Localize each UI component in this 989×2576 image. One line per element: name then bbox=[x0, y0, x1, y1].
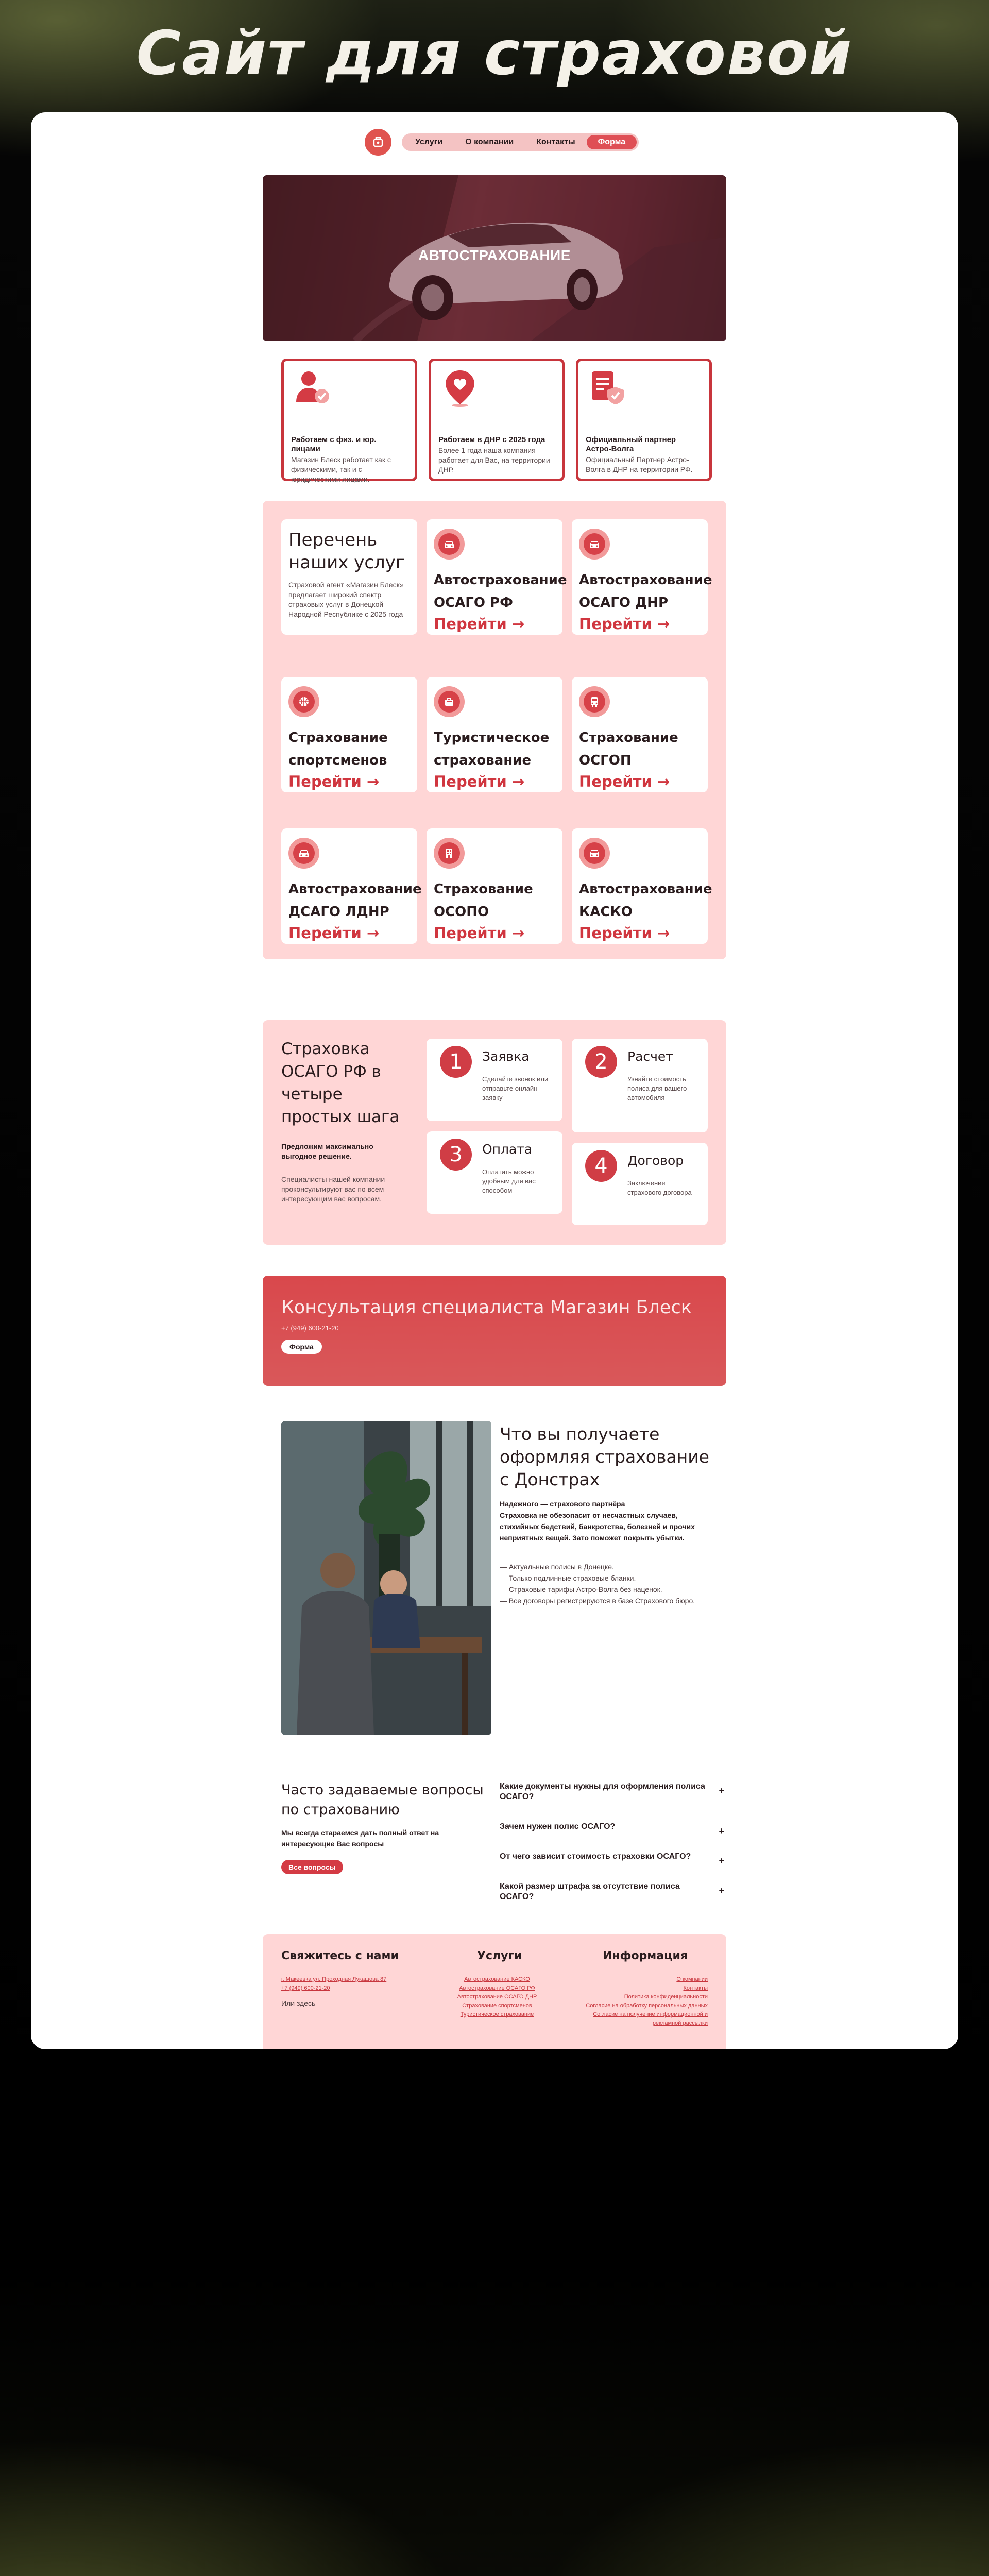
nav-item-services[interactable]: Услуги bbox=[415, 138, 443, 146]
plus-icon: + bbox=[719, 1886, 724, 1896]
service-card[interactable] bbox=[572, 519, 712, 635]
footer-address-link[interactable]: г. Макеевка ул. Проходная Лукашова 87 bbox=[281, 1976, 387, 1982]
services-intro-text: Страховой агент «Магазин Блеск» предлагает широкий спектр страховых услуг в Донецкой Народной Республике с 2025 года bbox=[288, 581, 404, 618]
service-title: Страхование ОСГОП bbox=[579, 730, 678, 768]
faq-subtitle: Мы всегда стараемся дать полный ответ на интересующие Вас вопросы bbox=[281, 1828, 439, 1848]
steps-section bbox=[263, 1020, 726, 1245]
footer-services-column bbox=[453, 1975, 541, 2019]
footer-info-link[interactable]: О компании bbox=[676, 1976, 708, 1982]
step-number: 4 bbox=[585, 1150, 617, 1182]
service-link[interactable]: Перейти → bbox=[579, 615, 670, 633]
service-card[interactable] bbox=[427, 519, 567, 635]
faq-question: От чего зависит стоимость страховки ОСАГО? bbox=[500, 1852, 691, 1861]
office-meeting-photo bbox=[281, 1421, 491, 1735]
feature-text: Более 1 года наша компания работает для Вас, на территории ДНР. bbox=[438, 446, 550, 474]
plus-icon: + bbox=[719, 1826, 724, 1836]
step-title: Заявка bbox=[482, 1049, 530, 1064]
footer-service-link[interactable]: Туристическое страхование bbox=[460, 2011, 534, 2018]
service-title: Автострахование ОСАГО РФ bbox=[434, 572, 567, 611]
footer-info-link[interactable]: Контакты bbox=[683, 1985, 708, 1991]
footer-phone-link[interactable]: +7 (949) 600-21-20 bbox=[281, 1985, 330, 1991]
step-title: Расчет bbox=[627, 1049, 673, 1064]
steps-text: Специалисты нашей компании проконсультируют вас по всем интересующим вас вопросам. bbox=[281, 1175, 385, 1203]
list-item: — Только подлинные страховые бланки. bbox=[500, 1574, 636, 1582]
step-text: Сделайте звонок или отправьте онлайн заявку bbox=[482, 1075, 549, 1101]
service-card[interactable] bbox=[572, 677, 708, 792]
person-check-icon bbox=[293, 368, 332, 408]
car-icon bbox=[297, 846, 311, 860]
top-nav bbox=[365, 129, 639, 156]
footer-extra-text: Или здесь bbox=[281, 1999, 316, 2007]
document-shield-icon bbox=[588, 368, 627, 408]
service-title: Автострахование ОСАГО ДНР bbox=[579, 572, 712, 611]
service-title: Автострахование ДСАГО ЛДНР bbox=[288, 882, 422, 920]
feature-title: Официальный партнер Астро-Волга bbox=[586, 435, 676, 453]
faq-item[interactable] bbox=[500, 1849, 726, 1865]
footer-info-title: Информация bbox=[603, 1950, 688, 1962]
footer-contact-title: Свяжитесь с нами bbox=[281, 1950, 399, 1962]
faq-title: Часто задаваемые вопросы по страхованию bbox=[281, 1782, 484, 1818]
service-link[interactable]: Перейти → bbox=[434, 773, 525, 790]
service-card[interactable] bbox=[572, 828, 712, 944]
footer-service-link[interactable]: Автострахование КАСКО bbox=[464, 1976, 530, 1982]
service-link[interactable]: Перейти → bbox=[579, 773, 670, 790]
bus-icon bbox=[588, 695, 601, 708]
page-headline: Сайт для страховой bbox=[136, 18, 853, 89]
faq-question: Какой размер штрафа за отсутствие полиса ОСАГО? bbox=[500, 1882, 680, 1901]
faq-item[interactable] bbox=[500, 1878, 726, 1905]
step-text: Заключение страхового договора bbox=[627, 1179, 692, 1196]
services-title: Перечень наших услуг bbox=[288, 530, 405, 573]
logo-icon[interactable] bbox=[365, 129, 391, 156]
location-heart-icon bbox=[440, 368, 480, 408]
feature-text: Магазин Блеск работает как с физическими, так и с юридическими лицами. bbox=[291, 455, 391, 483]
steps-title: Страховка ОСАГО РФ в четыре простых шага bbox=[281, 1040, 400, 1126]
service-link[interactable]: Перейти → bbox=[288, 924, 380, 942]
service-link[interactable]: Перейти → bbox=[579, 924, 670, 942]
hero-title: АВТОСТРАХОВАНИЕ bbox=[418, 247, 571, 263]
footer-service-link[interactable]: Страхование спортсменов bbox=[462, 2003, 532, 2009]
hero-banner bbox=[263, 175, 726, 341]
service-title: Автострахование КАСКО bbox=[579, 882, 712, 920]
plus-icon: + bbox=[719, 1786, 724, 1796]
nav-item-about[interactable]: О компании bbox=[465, 138, 514, 146]
footer-info-column bbox=[572, 1975, 708, 2028]
consultation-banner bbox=[263, 1276, 726, 1386]
footer-service-link[interactable]: Автострахование ОСАГО ДНР bbox=[457, 1994, 537, 2000]
service-card[interactable] bbox=[281, 828, 422, 944]
service-link[interactable]: Перейти → bbox=[434, 615, 525, 633]
faq-question: Зачем нужен полис ОСАГО? bbox=[500, 1822, 616, 1831]
service-title: Страхование ОСОПО bbox=[434, 882, 533, 920]
step-number: 1 bbox=[440, 1046, 472, 1078]
nav-pill bbox=[402, 133, 639, 151]
service-card[interactable] bbox=[281, 677, 417, 792]
consultation-phone-link[interactable]: +7 (949) 600-21-20 bbox=[281, 1324, 339, 1332]
feature-text: Официальный Партнер Астро-Волга в ДНР на территории РФ. bbox=[586, 455, 693, 473]
step-card bbox=[572, 1143, 708, 1225]
all-questions-button[interactable]: Все вопросы bbox=[281, 1860, 343, 1874]
nav-item-form[interactable]: Форма bbox=[587, 135, 637, 149]
plus-icon: + bbox=[719, 1856, 724, 1866]
step-card bbox=[427, 1131, 562, 1214]
footer-contact-column bbox=[281, 1975, 386, 2007]
features-row bbox=[281, 359, 712, 481]
services-intro-card bbox=[281, 519, 417, 635]
list-item: — Страховые тарифы Астро-Волга без наценок. bbox=[500, 1585, 662, 1594]
faq-item[interactable] bbox=[500, 1819, 726, 1835]
service-link[interactable]: Перейти → bbox=[288, 773, 380, 790]
feature-title: Работаем с физ. и юр. лицами bbox=[291, 435, 377, 453]
list-item: — Актуальные полисы в Донецке. bbox=[500, 1563, 614, 1571]
footer-info-link[interactable]: Согласие на получение информационной и рекламной рассылки bbox=[593, 2011, 708, 2026]
step-text: Узнайте стоимость полиса для вашего автомобиля bbox=[627, 1075, 687, 1101]
footer-service-link[interactable]: Автострахование ОСАГО РФ bbox=[459, 1985, 535, 1991]
benefits-list bbox=[500, 1561, 726, 1606]
step-title: Договор bbox=[627, 1153, 684, 1168]
building-icon bbox=[442, 846, 456, 860]
feature-card bbox=[281, 359, 417, 481]
step-title: Оплата bbox=[482, 1142, 533, 1157]
car-icon bbox=[588, 537, 601, 551]
step-card bbox=[427, 1039, 562, 1121]
faq-question: Какие документы нужны для оформления полиса ОСАГО? bbox=[500, 1782, 705, 1801]
steps-subtitle: Предложим максимально выгодное решение. bbox=[281, 1142, 373, 1160]
service-card[interactable] bbox=[427, 677, 562, 792]
list-item: — Все договоры регистрируются в базе Страхового бюро. bbox=[500, 1597, 695, 1605]
footer-info-link[interactable]: Согласие на обработку персональных данных bbox=[586, 2003, 708, 2009]
services-section bbox=[263, 501, 726, 959]
service-link[interactable]: Перейти → bbox=[434, 924, 525, 942]
step-number: 2 bbox=[585, 1046, 617, 1078]
basketball-icon bbox=[297, 695, 311, 708]
suitcase-icon bbox=[442, 695, 456, 708]
form-button[interactable]: Форма bbox=[281, 1340, 322, 1354]
step-number: 3 bbox=[440, 1139, 472, 1171]
benefits-lead: Надежного — страхового партнёра Страховка не обезопасит от несчастных случаев, стихийных бедствий, банкротства, болезней и прочих неприятных вещей. Зато поможет покрыть убытки. bbox=[500, 1500, 695, 1542]
feature-card bbox=[576, 359, 712, 481]
benefits-title: Что вы получаете оформляя страхование с Донстрах bbox=[500, 1424, 709, 1489]
faq-list bbox=[500, 1778, 726, 1905]
service-card[interactable] bbox=[427, 828, 562, 944]
website-frame bbox=[31, 112, 958, 2049]
footer bbox=[263, 1934, 726, 2049]
service-title: Страхование спортсменов bbox=[288, 730, 388, 768]
feature-title: Работаем в ДНР с 2025 года bbox=[438, 435, 545, 444]
footer-info-link[interactable]: Политика конфиденциальности bbox=[624, 1994, 708, 2000]
consultation-title: Консультация специалиста Магазин Блеск bbox=[281, 1297, 692, 1318]
nav-item-contacts[interactable]: Контакты bbox=[536, 138, 575, 146]
faq-item[interactable] bbox=[500, 1778, 726, 1805]
step-text: Оплатить можно удобным для вас способом bbox=[482, 1168, 536, 1194]
feature-card bbox=[429, 359, 565, 481]
footer-services-title: Услуги bbox=[477, 1950, 522, 1962]
car-icon bbox=[588, 846, 601, 860]
step-card bbox=[572, 1039, 708, 1132]
service-title: Туристическое страхование bbox=[434, 730, 550, 768]
car-icon bbox=[442, 537, 456, 551]
